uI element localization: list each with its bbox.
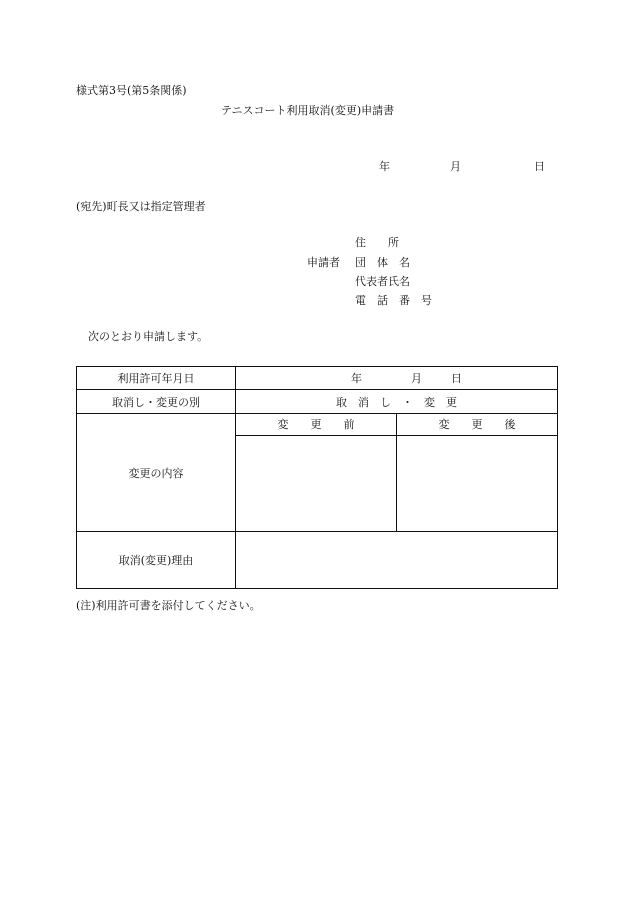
table-row <box>77 367 558 390</box>
permit-date-field[interactable] <box>236 367 558 390</box>
date-month-label: 月 <box>450 160 461 173</box>
permit-date-day: 日 <box>451 372 462 385</box>
permit-date-label: 利用許可年月日 <box>77 367 236 390</box>
applicant-phone-label: 電 話 番 号 <box>355 294 432 307</box>
reason-label: 取消(変更)理由 <box>77 532 236 589</box>
after-change-field[interactable] <box>397 435 558 531</box>
cancel-or-change-field[interactable]: 取 消 し ・ 変 更 <box>236 390 558 414</box>
document-title: テニスコート利用取消(変更)申請書 <box>221 104 395 117</box>
applicant-representative-label: 代表者氏名 <box>355 275 410 288</box>
table-row <box>77 414 558 532</box>
applicant-address-label: 住 所 <box>355 236 399 249</box>
date-day-label: 日 <box>534 160 545 173</box>
form-number: 様式第3号(第5条関係) <box>76 84 187 97</box>
reason-field[interactable] <box>236 532 558 589</box>
applicant-group-name-label: 団 体 名 <box>355 256 410 269</box>
change-details-grid <box>236 414 557 531</box>
cancel-or-change-label: 取消し・変更の別 <box>77 390 236 414</box>
date-year-label: 年 <box>379 160 390 173</box>
change-details-label: 変更の内容 <box>77 414 236 532</box>
intro-text: 次のとおり申請します。 <box>88 330 209 343</box>
before-change-header: 変 更 前 <box>236 414 397 435</box>
permit-date-month: 月 <box>411 372 422 385</box>
permit-date-year: 年 <box>351 372 362 385</box>
footnote: (注)利用許可書を添付してください。 <box>76 599 261 612</box>
application-table <box>76 366 558 589</box>
table-row <box>77 532 558 589</box>
applicant-label: 申請者 <box>307 256 340 269</box>
before-change-field[interactable] <box>236 435 397 531</box>
addressee: (宛先)町長又は指定管理者 <box>76 200 206 213</box>
after-change-header: 変 更 後 <box>397 414 558 435</box>
table-row <box>77 390 558 414</box>
change-details-cell <box>236 414 558 532</box>
